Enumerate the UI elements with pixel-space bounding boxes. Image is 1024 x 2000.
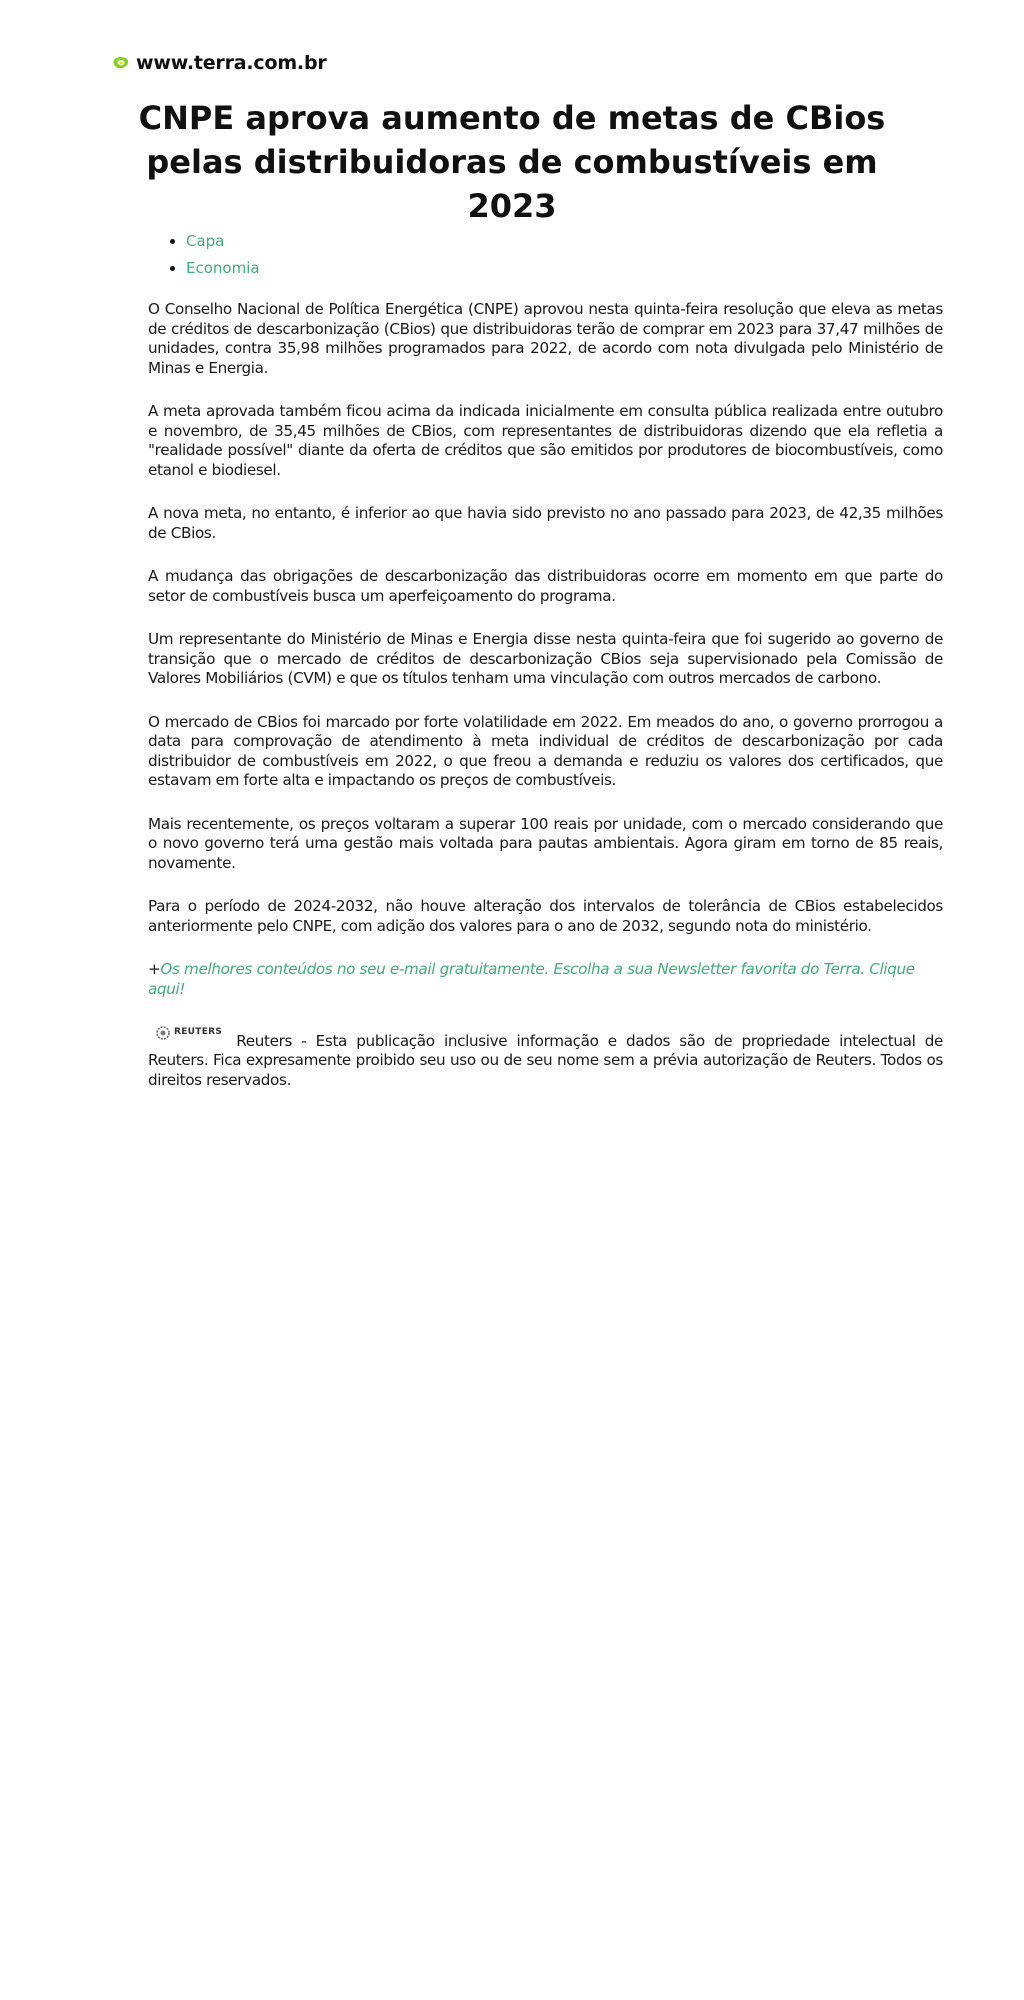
reuters-logo-icon [156,1026,170,1040]
source-disclaimer: Reuters - Esta publicação inclusive informação e dados são de propriedade intelectual de Reuters. Fica expresamente proibido seu uso ou de seu nome sem a prévia autorização de Reuters. Todos os direitos reservados. [148,1031,943,1089]
article-paragraph: Um representante do Ministério de Minas e Energia disse nesta quinta-feira que foi sugerido ao governo de transição que o mercado de créditos de descarbonização CBios seja supervisionado pela Comissão de Valores Mobiliários (CVM) e que os títulos tenham uma vinculação com outros mercados de carbono. [148,630,943,687]
newsletter-link[interactable]: Os melhores conteúdos no seu e-mail gratuitamente. Escolha a sua Newsletter favorita do Terra. Clique aqui! [148,960,915,998]
article-paragraph: A meta aprovada também ficou acima da indicada inicialmente em consulta pública realizada entre outubro e novembro, de 35,45 milhões de CBios, com representantes de distribuidoras dizendo que ela refletia a "realidade possível" diante da oferta de créditos que são emitidos por produtores de biocombustíveis, como etanol e biodiesel. [148,402,943,479]
newsletter-promo [148,960,943,999]
article-paragraph: Para o período de 2024-2032, não houve alteração dos intervalos de tolerância de CBios estabelecidos anteriormente pelo CNPE, com adição dos valores para o ano de 2032, segundo nota do ministério. [148,897,943,935]
breadcrumb-link-capa[interactable]: Capa [186,232,225,250]
breadcrumb-item [186,255,260,282]
reuters-logo-text: REUTERS [174,1027,223,1037]
article-title: CNPE aprova aumento de metas de CBios pelas distribuidoras de combustíveis em 2023 [138,99,886,225]
article-paragraph: O mercado de CBios foi marcado por forte volatilidade em 2022. Em meados do ano, o governo prorrogou a data para comprovação de atendimento à meta individual de créditos de descarbonização por cada distribuidor de combustíveis em 2022, o que freou a demanda e reduziu os valores dos certificados, que estavam em forte alta e impactando os preços de combustíveis. [148,712,943,789]
site-header [112,52,327,74]
breadcrumb-item [186,228,260,255]
article-paragraph: Mais recentemente, os preços voltaram a superar 100 reais por unidade, com o mercado considerando que o novo governo terá uma gestão mais voltada para pautas ambientais. Agora giram em torno de 85 reais, novamente. [148,814,943,872]
reuters-logo [156,1023,222,1043]
article-body [148,300,943,1090]
article-paragraph: A mudança das obrigações de descarbonização das distribuidoras ocorre em momento em que parte do setor de combustíveis busca um aperfeiçoamento do programa. [148,567,943,605]
article-paragraph: A nova meta, no entanto, é inferior ao que havia sido previsto no ano passado para 2023, de 42,35 milhões de CBios. [148,504,943,542]
article-paragraph: O Conselho Nacional de Política Energética (CNPE) aprovou nesta quinta-feira resolução que eleva as metas de créditos de descarbonização (CBios) que distribuidoras terão de comprar em 2023 para 37,47 milhões de unidades, contra 35,98 milhões programados para 2022, de acordo com nota divulgada pelo Ministério de Minas e Energia. [148,300,943,377]
breadcrumb-link-economia[interactable]: Economia [186,259,260,277]
site-url[interactable]: www.terra.com.br [136,52,327,74]
terra-logo-icon[interactable] [112,56,130,70]
breadcrumb [148,228,260,282]
source-credit [148,1023,943,1090]
newsletter-prefix: + [148,960,161,978]
